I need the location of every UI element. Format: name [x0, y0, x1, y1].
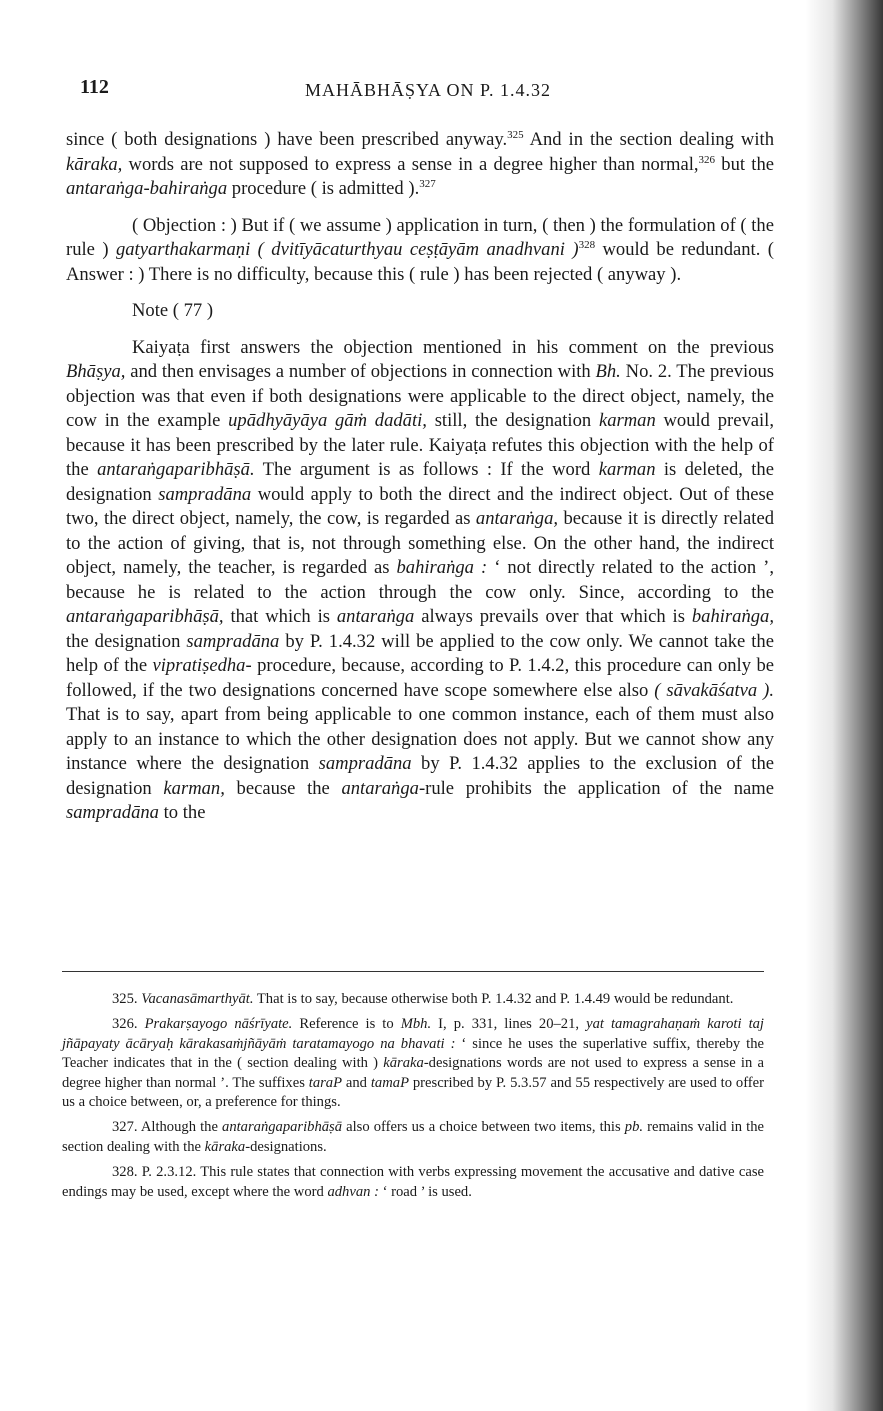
footnote-ref: 327 [419, 177, 436, 190]
italic-term: taraP [308, 1074, 343, 1091]
italic-term: kāraka [383, 1055, 424, 1072]
text-run: No. 2. The previous objection was that even if both designations were applicable to the direct object, namely, the cow in the example [66, 361, 774, 431]
footnote-ref: 325 [507, 128, 524, 141]
text-run: since ( both designations ) have been prescribed anyway. [66, 129, 508, 150]
footnote-ref: 326 [698, 153, 716, 166]
text-run: always prevails over that which is [414, 606, 692, 627]
text-run: because it is directly related to the action of giving, that is, not through something else. On the other hand, the indirect object, namely, the teacher, is regarded as [66, 508, 774, 578]
page-number: 112 [80, 76, 109, 98]
footnotes [62, 990, 764, 1208]
text-run: the designation [66, 630, 187, 652]
footnote-number: 327. [112, 1119, 138, 1136]
text-run: That is to say, because otherwise both P. 1.4.32 and P. 1.4.49 would be redundant. [253, 991, 734, 1007]
page-header [80, 76, 780, 106]
text-run: procedure ( is admitted ). [227, 178, 420, 199]
footnote-327 [62, 1118, 764, 1157]
italic-term: karman, [163, 777, 225, 799]
italic-term: antaraṅgaparibhāṣā, [66, 606, 224, 627]
footnote-325 [62, 990, 764, 1009]
text-run: would be redundant. ( Answer : ) There is no difficulty, because this ( rule ) has been rejected ( anyway ). [66, 239, 774, 285]
footnote-divider [62, 971, 764, 972]
paragraph-1 [66, 128, 774, 202]
text-run: That is to say, apart from being applicable to one common instance, each of them must also apply to an instance to which the other designation does not apply. But we cannot show any instance where the designation [66, 704, 774, 774]
italic-term: Bh. [595, 361, 621, 382]
text-run: -designations. [245, 1138, 327, 1155]
italic-term: Mbh. [400, 1016, 432, 1033]
note-heading: Note ( 77 ) [132, 300, 214, 321]
italic-term: sampradāna [186, 630, 280, 652]
text-run: ( Objection : ) But if ( we assume ) application in turn, ( then ) the formulation of ( the rule ) [66, 214, 774, 260]
text-run: would prevail, because it has been prescribed by the later rule. Kaiyaṭa refutes this objection with the help of the [66, 410, 774, 480]
text-run: -designations words are not used to express a sense in a degree higher than normal ’. The suffixes [62, 1055, 764, 1091]
text-run: but the [715, 153, 774, 175]
text-run: still, the designation [426, 410, 599, 431]
text-run: because the [224, 777, 342, 799]
footnote-number: 325. [112, 991, 138, 1007]
text-run: P. 2.3.12. This rule states that connection with verbs expressing movement the accusative and dative case endings may be used, except where the word [62, 1164, 764, 1200]
text-run: procedure, because, according to P. 1.4.2, this procedure can only be followed, if the two designations concerned have scope somewhere else also [66, 655, 774, 701]
italic-term: sampradāna [158, 483, 252, 505]
footnote-number: 326. [112, 1016, 138, 1033]
italic-term: gatyarthakarmaṇi ( dvitīyācaturthyau ceṣṭāyām anadhvani ) [115, 239, 579, 260]
italic-term: ( sāvakāśatva ). [654, 679, 775, 701]
text-run: and then envisages a number of objections in connection with [125, 361, 596, 382]
italic-term: sampradāna [66, 802, 159, 823]
text-run: also offers us a choice between two items, this [342, 1119, 625, 1136]
text-run: is deleted, the designation [66, 459, 774, 505]
italic-term: upādhyāyāya gāṁ dadāti, [228, 410, 427, 431]
text-run: Kaiyaṭa first answers the objection mentioned in his comment on the previous [132, 336, 774, 358]
italic-term: antaraṅgaparibhāṣā. [97, 459, 255, 480]
italic-term: tamaP [370, 1074, 409, 1091]
footnote-326 [62, 1015, 764, 1112]
italic-term: kāraka, [66, 153, 123, 175]
italic-term: yat tamagrahaṇaṁ karoti taj jñāpayaty ācāryaḥ kārakasaṁjñāyāṁ taratamayogo na bhavati : [62, 1016, 764, 1052]
italic-term: adhvan : [327, 1183, 379, 1200]
italic-term: pb. [624, 1119, 644, 1136]
italic-term: Vacanasāmarthyāt. [141, 991, 254, 1007]
text-run: would apply to both the direct and the indirect object. Out of these two, the direct object, namely, the cow, is regarded as [66, 483, 774, 529]
italic-term: antaraṅga [341, 777, 419, 799]
text-run: -rule prohibits the application of the name [418, 777, 774, 799]
text-run: words are not supposed to express a sense in a degree higher than normal, [122, 153, 699, 175]
text-run: Reference is to [292, 1016, 401, 1033]
paragraph-2 [66, 214, 774, 288]
text-run: ‘ since he uses the superlative suffix, thereby the Teacher indicates that in the ( section dealing with ) [62, 1035, 764, 1072]
text-run: prescribed by P. 5.3.57 and 55 respectively are used to offer us a choice between, or, a preference for things. [62, 1074, 764, 1111]
italic-term: karman [598, 459, 656, 480]
italic-term: Prakarṣayogo nāśrīyate. [144, 1016, 293, 1033]
footnote-328 [62, 1163, 764, 1202]
running-title: MAHĀBHĀṢYA ON P. 1.4.32 [305, 80, 552, 100]
text-run: by P. 1.4.32 applies to the exclusion of the designation [66, 753, 774, 799]
text-run: and [342, 1074, 371, 1091]
text-run: ‘ not directly related to the action ’, because he is related to the action through the cow only. Since, according to the [66, 557, 774, 603]
italic-term: kāraka [204, 1138, 246, 1155]
text-run: by P. 1.4.32 will be applied to the cow only. We cannot take the help of the [66, 630, 774, 676]
italic-term: Bhāṣya, [66, 361, 126, 382]
text-run: And in the section dealing with [523, 129, 774, 150]
text-run: to the [158, 802, 206, 823]
italic-term: vipratiṣedha- [152, 655, 252, 676]
italic-term: antaraṅga, [475, 508, 559, 529]
footnote-ref: 328 [578, 238, 596, 251]
paragraph-3 [66, 336, 774, 826]
italic-term: karman [598, 410, 656, 431]
text-run: remains valid in the section dealing with the [62, 1119, 764, 1155]
italic-term: antaraṅga [336, 606, 415, 627]
main-text [66, 128, 774, 826]
page-edge-shadow [805, 0, 883, 1411]
text-run: Although the [140, 1119, 223, 1136]
italic-term: bahiraṅga, [691, 606, 774, 627]
text-run: I, p. 331, lines 20–21, [431, 1016, 587, 1033]
text-run: that which is [223, 606, 337, 627]
italic-term: antaraṅgaparibhāṣā [222, 1119, 343, 1136]
italic-term: bahiraṅga : [396, 557, 488, 578]
footnote-number: 328. [112, 1164, 138, 1181]
text-run: ‘ road ’ is used. [378, 1183, 472, 1200]
italic-term: antaraṅga-bahiraṅga [66, 178, 228, 199]
text-run: The argument is as follows : If the word [254, 459, 599, 480]
italic-term: sampradāna [318, 753, 412, 774]
